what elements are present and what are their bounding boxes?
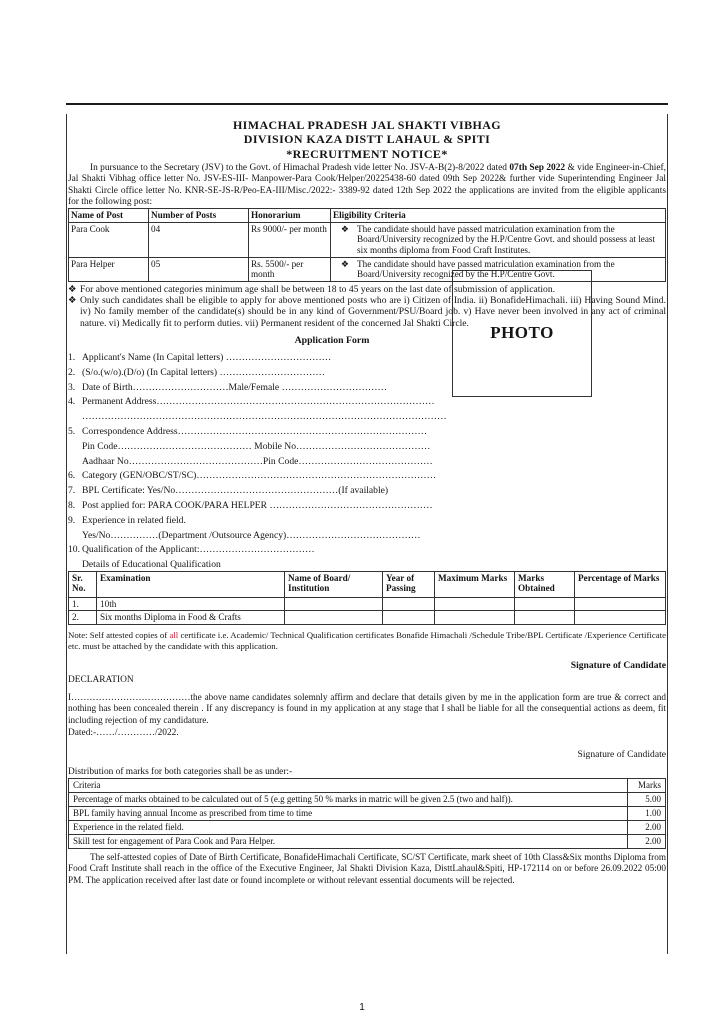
field-number: 1. [68,352,76,364]
note-text: Note: Self attested copies of [68,630,170,641]
marks-cell: 2.00 [628,821,666,835]
marks-cell: 5.00 [628,793,666,807]
form-field [68,541,666,556]
table-row [69,597,666,611]
header-cell: Name of Post [69,209,149,223]
document-content [68,118,666,886]
header-cell: Eligibility Criteria [331,209,666,223]
marks-header-row [69,779,666,793]
field-number: 3. [68,381,76,393]
intro-text-1: In pursuance to the Secretary (JSV) to the Govt. of Himachal Pradesh vide letter No. JSV-A-B(2)-8/2022 dated [90,163,510,174]
header-cell: Marks Obtained [515,571,575,597]
field-text: Applicant's Name (In Capital letters) …………………………… [82,352,332,364]
table-row [69,793,666,807]
photo-label: PHOTO [490,323,554,343]
note-paragraph [68,630,666,651]
declaration-dated: Dated:-……/…………/2022. [68,727,179,738]
declaration-title: DECLARATION [68,674,134,685]
header-cell: Honorarium [249,209,331,223]
declaration-text: I…………………………………the above name candidates solemnly affirm and declare that details given by me in the application form are true & correct and nothing has been concealed therein . If any discrepancy is found in my application at any stage that I shall be liable for all the consequential actions as deem, fit including rejection of my candidature. [68,692,666,725]
header-line-2: DIVISION KAZA DISTT LAHAUL & SPITI [243,132,491,147]
header-title: *RECRUITMENT NOTICE* [286,146,448,161]
form-field [68,408,666,423]
form-field [68,363,666,378]
table-cell [435,611,515,625]
table-row [69,835,666,849]
field-text: …………………………………………………………………………………………………… [82,411,447,423]
post-honorarium: Rs. 5500/- per month [249,257,331,281]
posts-table [68,208,666,281]
post-name: Para Cook [69,222,149,257]
header-cell: Marks [628,779,666,793]
criteria-text: The candidate should have passed matriculation examination from the Board/University recognized by the H.P/Centre Govt. [357,258,615,280]
table-cell [435,597,515,611]
header-cell: Sr. No. [69,571,97,597]
table-cell [383,597,435,611]
table-cell [515,611,575,625]
field-text: Experience in related field. [82,514,186,526]
table-row [69,257,666,281]
field-text: (S/o.(w/o).(D/o) (In Capital letters) …………………………… [82,366,326,378]
intro-date: 07th Sep 2022 [509,163,566,174]
field-number: 2. [68,366,76,378]
field-text: Pin Code…………………………………… Mobile No…………………………………… [82,440,431,452]
marks-distribution-table [68,778,666,849]
distribution-title: Distribution of marks for both categories shall be as under:- [68,767,293,778]
signature-of-candidate: Signature of Candidate [577,748,666,760]
criteria-cell: BPL family having annual Income as prescribed from time to time [69,807,628,821]
field-text: Category (GEN/OBC/ST/SC)………………………………………………………………… [82,470,437,482]
form-field [68,349,666,364]
post-name: Para Helper [69,257,149,281]
form-field [68,378,666,393]
table-cell: 1. [69,597,97,611]
diamond-bullet-icon: ❖ [340,223,350,234]
field-number: 4. [68,396,76,408]
signature-of-candidate-bold: Signature of Candidate [570,659,666,671]
field-text: Post applied for: PARA COOK/PARA HELPER …………………………………………… [82,500,433,512]
criteria-cell: Percentage of marks obtained to be calculated out of 5 (e.g getting 50 % marks in matric will be given 2.5 (two and half)). [69,793,628,807]
conditions-list [68,284,666,329]
form-field [68,482,666,497]
posts-header-row [69,209,666,223]
field-text: BPL Certificate: Yes/No……………………………………………(If available) [82,485,389,497]
field-number: 8. [68,500,76,512]
criteria-cell: Skill test for engagement of Para Cook and Para Helper. [69,835,628,849]
field-number: 6. [68,470,76,482]
diamond-bullet-icon: ❖ [340,258,350,269]
list-item [68,284,666,295]
intro-paragraph [68,163,666,208]
criteria-cell: Experience in the related field. [69,821,628,835]
field-number: 10. [68,544,80,556]
header-cell: Criteria [69,779,628,793]
header-cell: Maximum Marks [435,571,515,597]
header-line-1: HIMACHAL PRADESH JAL SHAKTI VIBHAG [232,118,502,132]
header-cell: Name of Board/ Institution [285,571,383,597]
page-number: 1 [359,1002,365,1013]
application-form-title: Application Form [294,335,370,347]
education-header-row [69,571,666,597]
form-field [68,423,666,438]
form-field [68,511,666,526]
diamond-bullet-icon: ❖ [68,283,77,295]
marks-cell: 2.00 [628,835,666,849]
condition-text: Only such candidates shall be eligible to apply for above mentioned posts who are i) Citizen of India. ii) BonafideHimachali. iii) Having Sound Mind. iv) No family member of the candidate(s) should be in any kind of Government/PSU/Board job. v) Have never been involved in any act of criminal nature. vi) Medically fit to perform duties. vii) Permanent resident of the concerned Jal Shakti Circle. [80,295,666,329]
diamond-bullet-icon: ❖ [68,295,77,307]
form-field [68,467,666,482]
field-number: 9. [68,514,76,526]
education-table [68,571,666,626]
table-cell [285,611,383,625]
field-text: Qualification of the Applicant:……………………………… [82,544,315,556]
field-text: Correspondence Address…………………………………………………………………… [82,426,428,438]
table-cell: Six months Diploma in Food & Crafts [97,611,285,625]
final-paragraph: The self-attested copies of Date of Birth Certificate, BonafideHimachali Certificate, SC/ST Certificate, mark sheet of 10th Class&Six months Diploma from Food Craft Institute shall reach in the office of the Executive Engineer, Jal Shakti Division Kaza, DisttLahaul&Spiti, HP-172114 on or before 26.09.2022 05:00 PM. The application received after last date or found incomplete or without relevant essential documents will be rejected. [68,852,666,885]
table-cell [285,597,383,611]
form-field [68,437,666,452]
field-text: Date of Birth…………………………Male/Female …………………………… [82,381,388,393]
marks-cell: 1.00 [628,807,666,821]
post-count: 05 [149,257,249,281]
field-number: 7. [68,485,76,497]
field-text: Yes/No……………(Department /Outsource Agency)…………………………………… [82,529,421,541]
field-number: 5. [68,426,76,438]
field-text: Details of Educational Qualification [82,559,221,571]
header-cell: Examination [97,571,285,597]
post-count: 04 [149,222,249,257]
table-row [69,821,666,835]
table-row [69,807,666,821]
note-text: certificate i.e. Academic/ Technical Qualification certificates Bonafide Himachali /Schedule Tribe/BPL Certificate /Experience Certificate etc. must be attached by the candidate with this application. [68,630,667,651]
form-field [68,556,666,571]
form-field [68,497,666,512]
table-cell [575,611,666,625]
field-text: Aadhaar No……………………………………Pin Code…………………………………… [82,455,433,467]
post-criteria [331,257,666,281]
form-field [68,452,666,467]
note-emphasis: all [169,630,179,641]
table-cell [575,597,666,611]
field-text: Permanent Address…………………………………………………………………………… [82,396,435,408]
header-cell: Year of Passing [383,571,435,597]
top-rule [66,103,668,105]
table-cell [515,597,575,611]
table-cell: 2. [69,611,97,625]
list-item [68,295,666,329]
intro-text-2: & vide Engineer-in-Chief, Jal Shakti Vibhag office letter No. JSV-ES-III- Manpower-Para Cook/Helper/20225438-60 dated 09th Sep 2022& further vide Superintending Engineer Jal Shakti Circle office letter No. KNR-SE-JS-R/Peo-EA-III/Misc./2022:- 3389-92 dated 12th Sep 2022 the applications are invited from the eligible applicants for the following post: [68,163,666,208]
form-field [68,526,666,541]
table-row [69,611,666,625]
criteria-text: The candidate should have passed matriculation examination from the Board/University recognized by the H.P/Centre Govt. and should possess at least six months diploma from Food Craft Institutes. [357,223,656,256]
table-cell: 10th [97,597,285,611]
application-form-fields [68,349,666,571]
post-honorarium: Rs 9000/- per month [249,222,331,257]
table-cell [383,611,435,625]
header-cell: Number of Posts [149,209,249,223]
form-field [68,393,666,408]
header-cell: Percentage of Marks [575,571,666,597]
post-criteria [331,222,666,257]
condition-text: For above mentioned categories minimum age shall be between 18 to 45 years on the last date of submission of application. [80,283,556,295]
table-row [69,222,666,257]
